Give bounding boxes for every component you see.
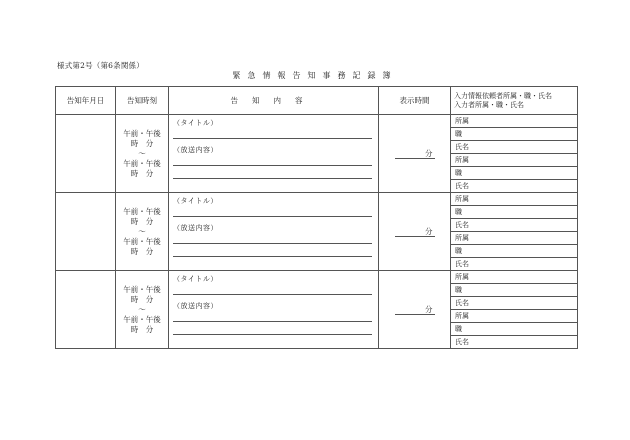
content-broadcast-label: （放送内容） [173,224,218,232]
content-title-line [173,138,372,139]
duration-unit: 分 [395,227,435,237]
header-duration: 表示時間 [379,87,451,115]
content-title-label: （タイトル） [173,197,218,205]
content-line [173,321,372,322]
content-title-label: （タイトル） [173,275,218,283]
content-cell[interactable] [169,193,379,271]
content-line [173,256,372,257]
date-cell[interactable] [56,193,116,271]
sub-cell[interactable]: 所属 [451,193,578,206]
time-end-ampm: 午前・午後 [123,236,161,246]
content-cell[interactable] [169,115,379,193]
time-tilde: ～ [138,226,146,236]
sub-cell[interactable]: 氏名 [451,180,578,193]
header-input-person [451,87,578,115]
time-end-ampm: 午前・午後 [123,158,161,168]
header-input-line2: 入力者所属・職・氏名 [454,100,524,109]
content-line [173,334,372,335]
sub-cell[interactable]: 所属 [451,271,578,284]
time-start-hm: 時 分 [130,216,154,226]
time-start-hm: 時 分 [130,294,154,304]
content-broadcast-label: （放送内容） [173,302,218,310]
duration-unit: 分 [395,149,435,159]
time-cell[interactable] [116,115,169,193]
duration-unit: 分 [395,305,435,315]
sub-cell[interactable]: 職 [451,245,578,258]
content-title-label: （タイトル） [173,119,218,127]
sub-cell[interactable]: 職 [451,167,578,180]
sub-cell[interactable]: 氏名 [451,258,578,271]
content-line [173,243,372,244]
record-row [56,115,578,128]
duration-cell[interactable] [379,271,451,349]
record-table [55,86,578,349]
sub-cell[interactable]: 氏名 [451,141,578,154]
record-row [56,193,578,206]
header-content: 告知内容 [169,87,379,115]
duration-cell[interactable] [379,193,451,271]
header-date: 告知年月日 [56,87,116,115]
content-cell[interactable] [169,271,379,349]
sub-cell[interactable]: 氏名 [451,297,578,310]
content-title-line [173,216,372,217]
sub-cell[interactable]: 職 [451,323,578,336]
date-cell[interactable] [56,115,116,193]
time-start-ampm: 午前・午後 [123,128,161,138]
time-end-hm: 時 分 [130,168,154,178]
content-broadcast-label: （放送内容） [173,146,218,154]
header-input-line1: 入力情報依頼者所属・職・氏名 [454,91,552,100]
sub-cell[interactable]: 所属 [451,232,578,245]
time-end-ampm: 午前・午後 [123,314,161,324]
sub-cell[interactable]: 所属 [451,154,578,167]
content-line [173,178,372,179]
record-row [56,271,578,284]
time-tilde: ～ [138,148,146,158]
sub-cell[interactable]: 所属 [451,310,578,323]
date-cell[interactable] [56,271,116,349]
time-start-ampm: 午前・午後 [123,206,161,216]
time-start-ampm: 午前・午後 [123,284,161,294]
sub-cell[interactable]: 職 [451,284,578,297]
duration-cell[interactable] [379,115,451,193]
form-number: 様式第2号（第6条関係） [57,61,144,70]
content-line [173,165,372,166]
sub-cell[interactable]: 職 [451,128,578,141]
page-title: 緊急情報告知事務記録簿 [232,71,398,80]
time-cell[interactable] [116,193,169,271]
time-cell[interactable] [116,271,169,349]
header-row [56,87,578,115]
sub-cell[interactable]: 氏名 [451,336,578,349]
time-end-hm: 時 分 [130,324,154,334]
sub-cell[interactable]: 所属 [451,115,578,128]
content-title-line [173,294,372,295]
sub-cell[interactable]: 氏名 [451,219,578,232]
time-start-hm: 時 分 [130,138,154,148]
time-tilde: ～ [138,304,146,314]
time-end-hm: 時 分 [130,246,154,256]
sub-cell[interactable]: 職 [451,206,578,219]
header-time: 告知時刻 [116,87,169,115]
